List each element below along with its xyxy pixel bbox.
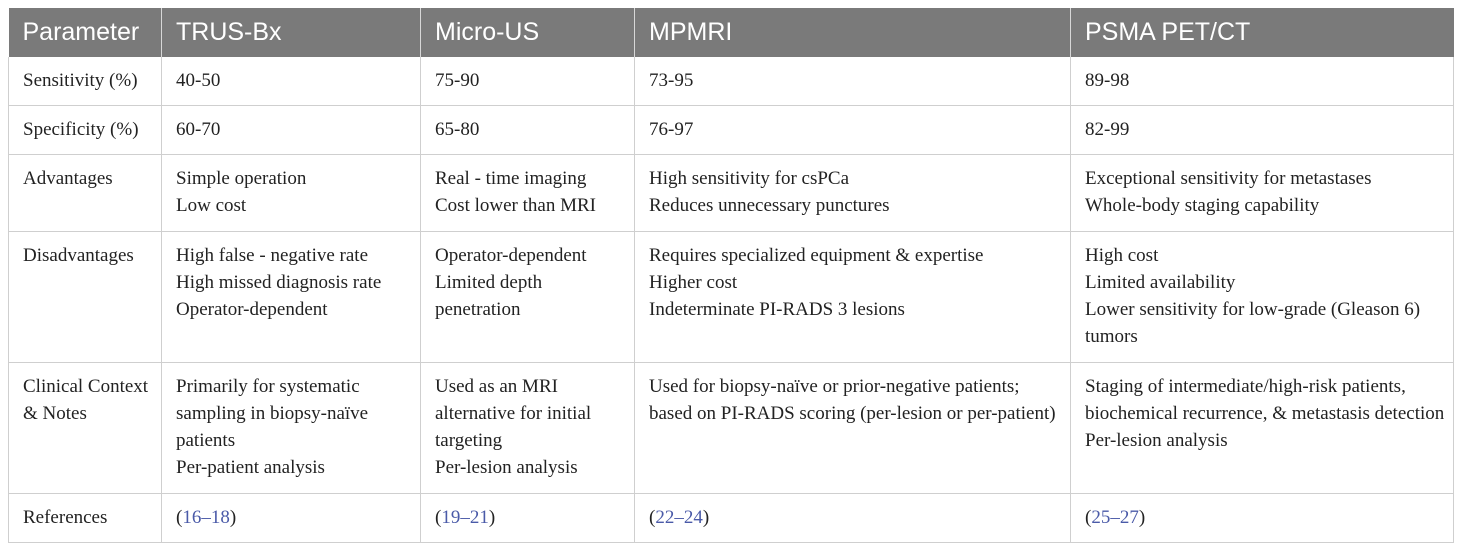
cell-text: 60-70 xyxy=(176,119,221,140)
table-cell xyxy=(162,57,421,106)
cell-text: Low cost xyxy=(176,195,247,216)
cell-text: Used as an MRI alternative for initial targeting xyxy=(435,376,592,451)
cell-text: Higher cost xyxy=(649,272,738,293)
cell-text: Operator-dependent xyxy=(176,299,328,320)
table-cell xyxy=(421,232,635,363)
reference-link[interactable]: 25–27 xyxy=(1091,507,1139,528)
table-cell xyxy=(1071,106,1454,155)
cell-text: Staging of intermediate/high-risk patients, biochemical recurrence, & metastasis detection xyxy=(1085,376,1445,424)
cell-text: 76-97 xyxy=(649,119,694,140)
header-parameter: Parameter xyxy=(9,8,162,57)
table-cell xyxy=(635,232,1071,363)
table-row-disadvantages xyxy=(9,232,1454,363)
table-cell xyxy=(421,155,635,232)
cell-text: High false - negative rate xyxy=(176,245,369,266)
table-cell xyxy=(1071,232,1454,363)
cell-text: 40-50 xyxy=(176,70,221,91)
ref-end: 24 xyxy=(683,507,703,528)
table-cell xyxy=(421,57,635,106)
header-micro-us: Micro-US xyxy=(421,8,635,57)
ref-end: 18 xyxy=(210,507,230,528)
table-row-advantages xyxy=(9,155,1454,232)
cell-text: Requires specialized equipment & expertise xyxy=(649,245,984,266)
ref-start: 22 xyxy=(655,507,675,528)
table-row-sensitivity xyxy=(9,57,1454,106)
table-row-clinical-context xyxy=(9,363,1454,494)
cell-text: Limited depth penetration xyxy=(435,272,543,320)
cell-text: Limited availability xyxy=(1085,272,1236,293)
cell-text: High cost xyxy=(1085,245,1159,266)
table-cell xyxy=(1071,363,1454,494)
cell-text: 82-99 xyxy=(1085,119,1130,140)
cell-text: Cost lower than MRI xyxy=(435,195,596,216)
reference-link[interactable]: 16–18 xyxy=(182,507,230,528)
table-cell xyxy=(162,232,421,363)
table-row-references xyxy=(9,494,1454,543)
cell-text: 73-95 xyxy=(649,70,694,91)
reference-link[interactable]: 22–24 xyxy=(655,507,703,528)
table-cell xyxy=(635,363,1071,494)
cell-text: Exceptional sensitivity for metastases xyxy=(1085,168,1372,189)
table-cell xyxy=(162,363,421,494)
table-cell xyxy=(421,363,635,494)
ref-start: 25 xyxy=(1091,507,1111,528)
row-label: Clinical Context & Notes xyxy=(9,363,162,494)
cell-text: Indeterminate PI-RADS 3 lesions xyxy=(649,299,905,320)
header-mpmri: MPMRI xyxy=(635,8,1071,57)
comparison-table xyxy=(8,8,1454,543)
table-cell xyxy=(1071,155,1454,232)
row-label: Sensitivity (%) xyxy=(9,57,162,106)
header-psma-pet-ct: PSMA PET/CT xyxy=(1071,8,1454,57)
row-label: Advantages xyxy=(9,155,162,232)
table-cell: (16–18) xyxy=(162,494,421,543)
cell-text: High sensitivity for csPCa xyxy=(649,168,850,189)
table-cell xyxy=(635,57,1071,106)
cell-text: 89-98 xyxy=(1085,70,1130,91)
ref-end: 27 xyxy=(1119,507,1139,528)
cell-text: 65-80 xyxy=(435,119,480,140)
cell-text: Lower sensitivity for low-grade (Gleason 6) tumors xyxy=(1085,299,1421,347)
cell-text: Whole-body staging capability xyxy=(1085,195,1320,216)
cell-text: 75-90 xyxy=(435,70,480,91)
cell-text: Per-patient analysis xyxy=(176,457,325,478)
cell-text: Primarily for systematic sampling in biopsy-naïve patients xyxy=(176,376,369,451)
table-cell xyxy=(162,155,421,232)
cell-text: Operator-dependent xyxy=(435,245,587,266)
table-cell xyxy=(635,106,1071,155)
cell-text: Simple operation xyxy=(176,168,307,189)
cell-text: Per-lesion analysis xyxy=(435,457,578,478)
cell-text: Used for biopsy-naïve or prior-negative patients; based on PI-RADS scoring (per-lesion or per-patient) xyxy=(649,376,1056,424)
cell-text: Per-lesion analysis xyxy=(1085,430,1228,451)
table-cell xyxy=(162,106,421,155)
table-cell xyxy=(1071,57,1454,106)
ref-start: 16 xyxy=(182,507,202,528)
cell-text: Real - time imaging xyxy=(435,168,587,189)
table-row-specificity xyxy=(9,106,1454,155)
row-label: Disadvantages xyxy=(9,232,162,363)
header-trus-bx: TRUS-Bx xyxy=(162,8,421,57)
cell-text: High missed diagnosis rate xyxy=(176,272,382,293)
table-cell: (25–27) xyxy=(1071,494,1454,543)
reference-link[interactable]: 19–21 xyxy=(441,507,489,528)
header-row xyxy=(9,8,1454,57)
table-cell xyxy=(635,155,1071,232)
comparison-table-container xyxy=(8,8,1453,543)
cell-text: Reduces unnecessary punctures xyxy=(649,195,890,216)
row-label: Specificity (%) xyxy=(9,106,162,155)
row-label: References xyxy=(9,494,162,543)
ref-end: 21 xyxy=(469,507,489,528)
table-cell: (22–24) xyxy=(635,494,1071,543)
table-cell xyxy=(421,106,635,155)
ref-start: 19 xyxy=(441,507,461,528)
table-cell: (19–21) xyxy=(421,494,635,543)
